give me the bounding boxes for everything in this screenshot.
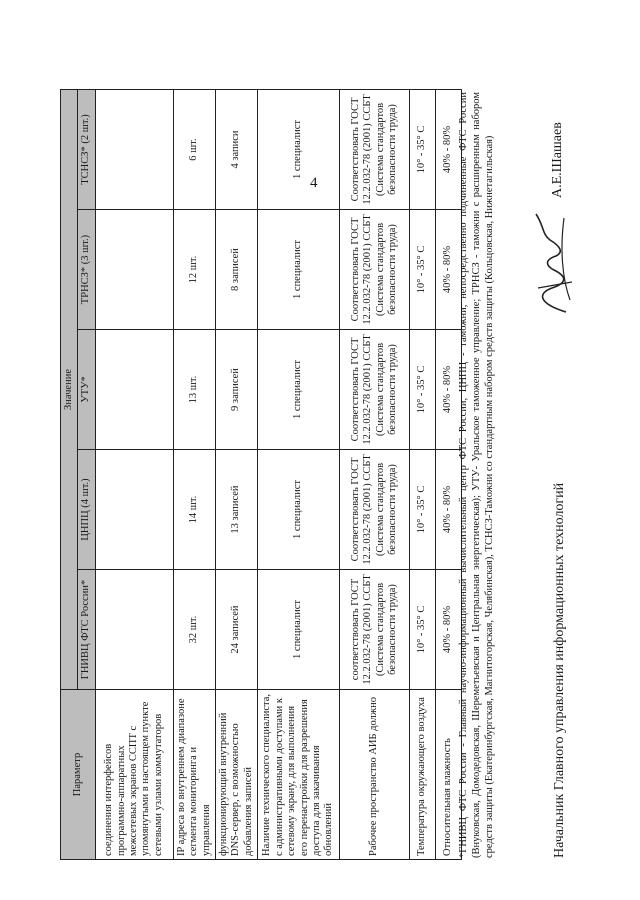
row-value: 40% - 80% bbox=[436, 210, 462, 330]
row-param: Температура окружающего воздуха bbox=[410, 690, 436, 860]
row-value: 1 специалист bbox=[258, 90, 340, 210]
row-value: Соответствовать ГОСТ 12.2.032-78 (2001) ССБТ (Система стандартов безопасности труда) bbox=[340, 330, 410, 450]
signature-block bbox=[530, 58, 576, 858]
row-param: Относительная влажность bbox=[436, 690, 462, 860]
row-value: 10° - 35° С bbox=[410, 90, 436, 210]
row-value: 6 шт. bbox=[173, 90, 215, 210]
row-param: соединения интерфейсов программно-аппаратных межсетевых экранов ССПТ с упомянутыми в настоящем пункте сетевыми узлами коммутаторов bbox=[95, 690, 173, 860]
handwritten-signature-icon bbox=[530, 208, 576, 318]
table-row bbox=[215, 90, 257, 860]
row-value: 13 шт. bbox=[173, 330, 215, 450]
row-param: Наличие технического специалиста, с административными доступами к сетевому экрану, для выполнения его перенастройки для разрешения доступа для закачивания обновлений bbox=[258, 690, 340, 860]
row-value: 1 специалист bbox=[258, 330, 340, 450]
row-value: 24 записей bbox=[215, 570, 257, 690]
row-value: соответствовать ГОСТ 12.2.032-78 (2001) ССБТ (Система стандартов безопасности труда) bbox=[340, 570, 410, 690]
table-row bbox=[258, 90, 340, 860]
header-param: Параметр bbox=[61, 690, 96, 860]
row-value: 1 специалист bbox=[258, 450, 340, 570]
row-value: 4 записи bbox=[215, 90, 257, 210]
signer-name: А.Е.Шашаев bbox=[550, 122, 565, 198]
row-value bbox=[95, 90, 173, 210]
row-value bbox=[95, 570, 173, 690]
header-col-tsnsz: ТСНСЗ* (2 шт.) bbox=[78, 90, 95, 210]
header-col-gnivc: ГНИВЦ ФТС России* bbox=[78, 570, 95, 690]
requirements-table bbox=[60, 89, 462, 860]
row-value: Соответствовать ГОСТ 12.2.032-78 (2001) ССБТ (Система стандартов безопасности труда) bbox=[340, 450, 410, 570]
header-col-utu: УТУ* bbox=[78, 330, 95, 450]
table-row bbox=[95, 90, 173, 860]
header-col-trnsz: ТРНСЗ* (3 шт.) bbox=[78, 210, 95, 330]
header-value-group: Значение bbox=[61, 90, 78, 690]
footnote: *ГНИВЦ ФТС России - Главный научно-информационный вычислительный центр ФТС России, ЦНПЦ - таможни, непосредственно подчиненные ФТС России (Внуковская, Домодедовская, Шереметьевская и Центральная энергетическая); УТУ- Уральское таможенное управление; ТРНСЗ - таможни с расширенным набором средств защиты (Екатеринбургская, Магнитогорская, Челябинская), ТСНСЗ-Таможни со стандартным набором средств защиты (Кольцовская, Нижнетагильская) bbox=[458, 92, 495, 858]
row-value bbox=[95, 450, 173, 570]
row-value: Соответствовать ГОСТ 12.2.032-78 (2001) ССБТ (Система стандартов безопасности труда) bbox=[340, 210, 410, 330]
row-value: 40% - 80% bbox=[436, 330, 462, 450]
row-value: 10° - 35° С bbox=[410, 450, 436, 570]
row-value: 1 специалист bbox=[258, 570, 340, 690]
row-value: 12 шт. bbox=[173, 210, 215, 330]
signer-position: Начальник Главного управления информационных технологий bbox=[552, 482, 567, 858]
row-value: 10° - 35° С bbox=[410, 210, 436, 330]
row-param: IP адреса во внутреннем диапазоне сегмента мониторинга и управления bbox=[173, 690, 215, 860]
row-value: 10° - 35° С bbox=[410, 570, 436, 690]
row-value: 40% - 80% bbox=[436, 90, 462, 210]
row-value: 1 специалист bbox=[258, 210, 340, 330]
row-value: 10° - 35° С bbox=[410, 330, 436, 450]
row-param: функционирующий внутренний DNS-сервер, с возможностью добавления записей bbox=[215, 690, 257, 860]
row-value: 8 записей bbox=[215, 210, 257, 330]
table-row bbox=[410, 90, 436, 860]
row-value: 40% - 80% bbox=[436, 570, 462, 690]
row-value bbox=[95, 210, 173, 330]
page-number: 4 bbox=[310, 175, 318, 191]
row-value: 32 шт. bbox=[173, 570, 215, 690]
row-value: 9 записей bbox=[215, 330, 257, 450]
row-value: Соответствовать ГОСТ 12.2.032-78 (2001) ССБТ (Система стандартов безопасности труда) bbox=[340, 90, 410, 210]
table-row bbox=[173, 90, 215, 860]
row-param: Рабочее пространство АИБ должно bbox=[340, 690, 410, 860]
row-value bbox=[95, 330, 173, 450]
row-value: 40% - 80% bbox=[436, 450, 462, 570]
rotated-page-content bbox=[60, 50, 580, 860]
header-col-cnpc: ЦНПЦ (4 шт.) bbox=[78, 450, 95, 570]
row-value: 14 шт. bbox=[173, 450, 215, 570]
table-row bbox=[340, 90, 410, 860]
row-value: 13 записей bbox=[215, 450, 257, 570]
